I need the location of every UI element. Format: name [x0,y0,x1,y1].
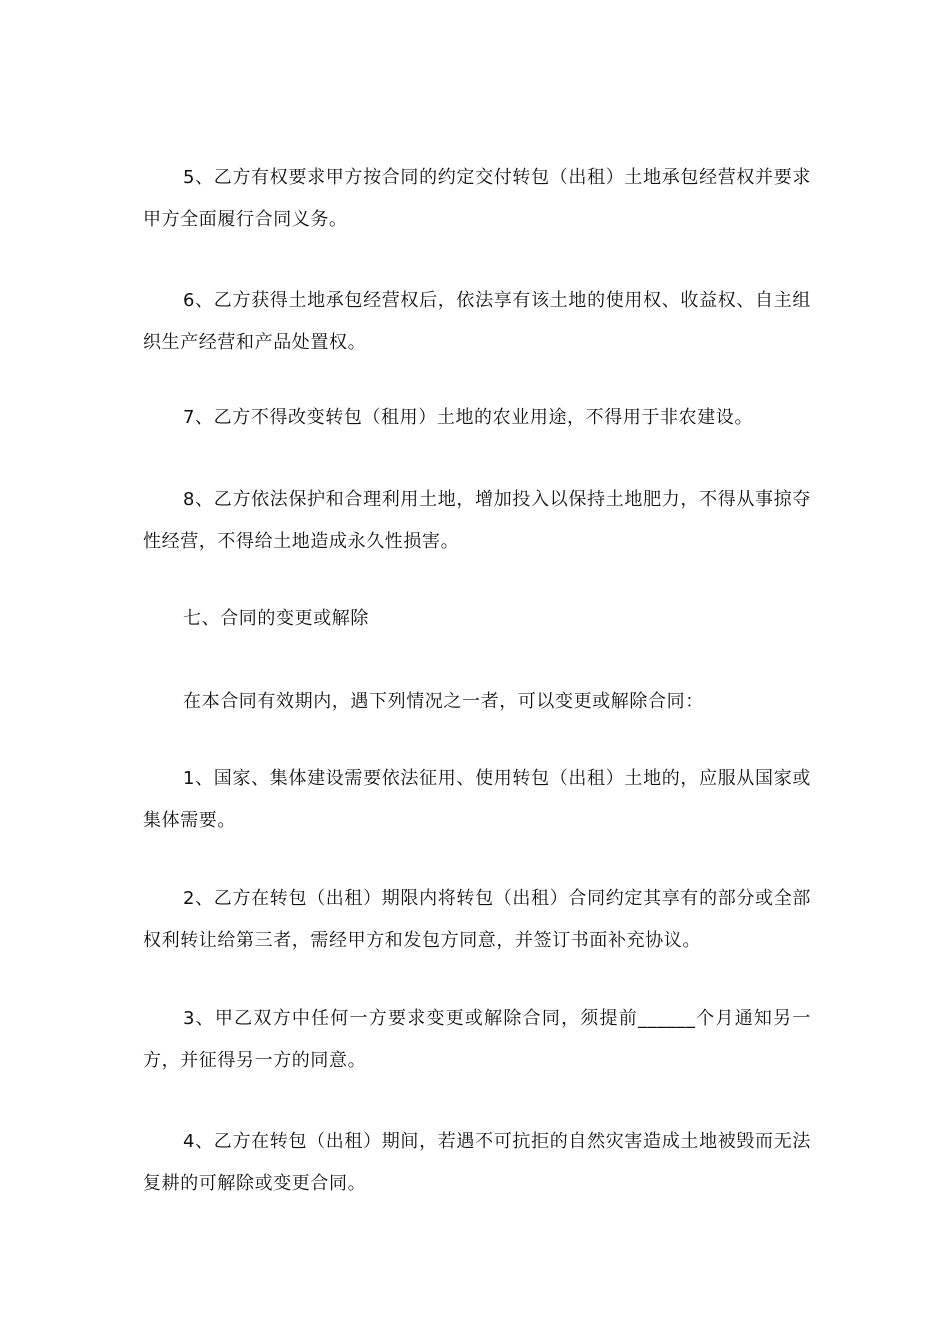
paragraph-right-8: 8、乙方依法保护和合理利用土地，增加投入以保持土地肥力，不得从事掠夺性经营，不得给土地造成永久性损害。 [143,489,811,552]
paragraph-right-6: 6、乙方获得土地承包经营权后，依法享有该土地的使用权、收益权、自主组织生产经营和产品处置权。 [143,290,811,353]
section-intro: 在本合同有效期内，遇下列情况之一者，可以变更或解除合同： [183,691,704,712]
paragraph-right-5: 5、乙方有权要求甲方按合同的约定交付转包（出租）土地承包经营权并要求甲方全面履行合同义务。 [143,167,811,230]
clause-4: 4、乙方在转包（出租）期间，若遇不可抗拒的自然灾害造成土地被毁而无法复耕的可解除或变更合同。 [143,1131,811,1194]
paragraph-right-7: 7、乙方不得改变转包（租用）土地的农业用途，不得用于非农建设。 [183,407,754,428]
clause-2: 2、乙方在转包（出租）期限内将转包（出租）合同约定其享有的部分或全部权利转让给第三者，需经甲方和发包方同意，并签订书面补充协议。 [143,888,811,951]
section-heading-7: 七、合同的变更或解除 [183,608,369,629]
clause-3: 3、甲乙双方中任何一方要求变更或解除合同，须提前______个月通知另一方，并征得另一方的同意。 [143,1008,811,1071]
clause-1: 1、国家、集体建设需要依法征用、使用转包（出租）土地的，应服从国家或集体需要。 [143,768,811,831]
